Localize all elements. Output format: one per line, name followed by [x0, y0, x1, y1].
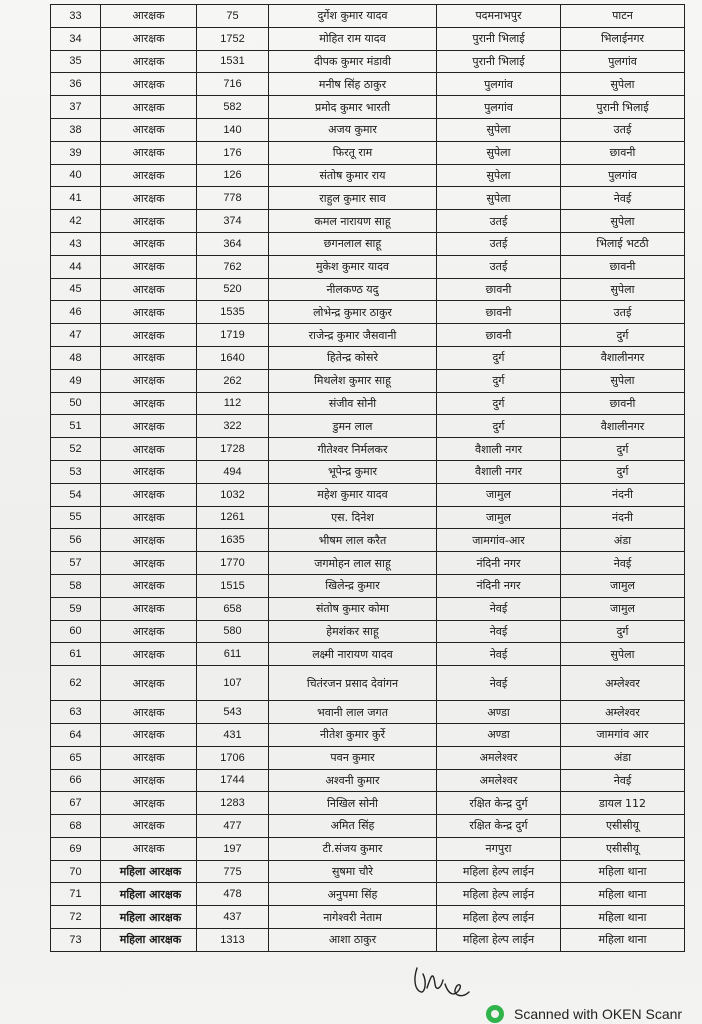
to-station-cell: जामुल	[561, 574, 685, 597]
from-station-cell: वैशाली नगर	[437, 460, 561, 483]
name-cell: फिरतू राम	[269, 141, 437, 164]
badge-number-cell: 762	[197, 255, 269, 278]
serial-number-cell: 49	[51, 369, 101, 392]
serial-number-cell: 55	[51, 506, 101, 529]
table-row	[51, 118, 685, 141]
badge-number-cell: 1313	[197, 929, 269, 952]
scanner-text: Scanned with OKEN Scanr	[514, 1006, 683, 1022]
badge-number-cell: 716	[197, 73, 269, 96]
rank-cell: आरक्षक	[101, 815, 197, 838]
serial-number-cell: 59	[51, 597, 101, 620]
serial-number-cell: 44	[51, 255, 101, 278]
rank-cell: आरक्षक	[101, 255, 197, 278]
rank-cell: आरक्षक	[101, 369, 197, 392]
name-cell: संजीव सोनी	[269, 392, 437, 415]
rank-cell: आरक्षक	[101, 392, 197, 415]
from-station-cell: नंदिनी नगर	[437, 574, 561, 597]
serial-number-cell: 67	[51, 792, 101, 815]
from-station-cell: रक्षित केन्द्र दुर्ग	[437, 815, 561, 838]
to-station-cell: जामुल	[561, 597, 685, 620]
from-station-cell: पुलगांव	[437, 73, 561, 96]
table-row	[51, 929, 685, 952]
serial-number-cell: 60	[51, 620, 101, 643]
table-row	[51, 438, 685, 461]
to-station-cell: भिलाईनगर	[561, 27, 685, 50]
badge-number-cell: 775	[197, 860, 269, 883]
from-station-cell: सुपेला	[437, 118, 561, 141]
from-station-cell: नेवई	[437, 643, 561, 666]
to-station-cell: पुलगांव	[561, 50, 685, 73]
table-row	[51, 529, 685, 552]
rank-cell: आरक्षक	[101, 415, 197, 438]
to-station-cell: महिला थाना	[561, 883, 685, 906]
table-row	[51, 666, 685, 701]
badge-number-cell: 1535	[197, 301, 269, 324]
badge-number-cell: 1744	[197, 769, 269, 792]
from-station-cell: छावनी	[437, 324, 561, 347]
badge-number-cell: 1531	[197, 50, 269, 73]
table-row	[51, 815, 685, 838]
from-station-cell: अमलेश्वर	[437, 769, 561, 792]
rank-cell: आरक्षक	[101, 164, 197, 187]
from-station-cell: जामुल	[437, 506, 561, 529]
to-station-cell: नंदनी	[561, 506, 685, 529]
to-station-cell: छावनी	[561, 392, 685, 415]
from-station-cell: महिला हेल्प लाईन	[437, 906, 561, 929]
name-cell: खिलेन्द्र कुमार	[269, 574, 437, 597]
name-cell: दुर्गेश कुमार यादव	[269, 5, 437, 28]
badge-number-cell: 1032	[197, 483, 269, 506]
table-row	[51, 643, 685, 666]
to-station-cell: महिला थाना	[561, 906, 685, 929]
badge-number-cell: 520	[197, 278, 269, 301]
to-station-cell: पुरानी भिलाई	[561, 96, 685, 119]
serial-number-cell: 62	[51, 666, 101, 701]
rank-cell: आरक्षक	[101, 5, 197, 28]
serial-number-cell: 43	[51, 232, 101, 255]
to-station-cell: नेवई	[561, 552, 685, 575]
to-station-cell: सुपेला	[561, 73, 685, 96]
badge-number-cell: 374	[197, 210, 269, 233]
serial-number-cell: 35	[51, 50, 101, 73]
badge-number-cell: 75	[197, 5, 269, 28]
name-cell: अश्वनी कुमार	[269, 769, 437, 792]
to-station-cell: अंडा	[561, 746, 685, 769]
from-station-cell: रक्षित केन्द्र दुर्ग	[437, 792, 561, 815]
from-station-cell: जामुल	[437, 483, 561, 506]
from-station-cell: सुपेला	[437, 187, 561, 210]
table-row	[51, 746, 685, 769]
from-station-cell: पुलगांव	[437, 96, 561, 119]
name-cell: पवन कुमार	[269, 746, 437, 769]
badge-number-cell: 1515	[197, 574, 269, 597]
name-cell: चितंरजन प्रसाद देवांगन	[269, 666, 437, 701]
from-station-cell: दुर्ग	[437, 392, 561, 415]
serial-number-cell: 41	[51, 187, 101, 210]
table-row	[51, 392, 685, 415]
badge-number-cell: 478	[197, 883, 269, 906]
to-station-cell: वैशालीनगर	[561, 415, 685, 438]
badge-number-cell: 1640	[197, 346, 269, 369]
from-station-cell: पुरानी भिलाई	[437, 50, 561, 73]
rank-cell: आरक्षक	[101, 620, 197, 643]
table-row	[51, 232, 685, 255]
name-cell: छगनलाल साहू	[269, 232, 437, 255]
name-cell: गीतेश्वर निर्मलकर	[269, 438, 437, 461]
to-station-cell: जामगांव आर	[561, 723, 685, 746]
from-station-cell: वैशाली नगर	[437, 438, 561, 461]
table-row	[51, 574, 685, 597]
to-station-cell: अम्लेश्वर	[561, 666, 685, 701]
to-station-cell: सुपेला	[561, 278, 685, 301]
serial-number-cell: 36	[51, 73, 101, 96]
table-row	[51, 369, 685, 392]
rank-cell: आरक्षक	[101, 746, 197, 769]
from-station-cell: महिला हेल्प लाईन	[437, 883, 561, 906]
serial-number-cell: 34	[51, 27, 101, 50]
from-station-cell: जामगांव-आर	[437, 529, 561, 552]
to-station-cell: दुर्ग	[561, 620, 685, 643]
from-station-cell: सुपेला	[437, 164, 561, 187]
name-cell: लक्ष्मी नारायण यादव	[269, 643, 437, 666]
to-station-cell: नेवई	[561, 769, 685, 792]
name-cell: निखिल सोनी	[269, 792, 437, 815]
badge-number-cell: 197	[197, 837, 269, 860]
badge-number-cell: 437	[197, 906, 269, 929]
rank-cell: आरक्षक	[101, 301, 197, 324]
to-station-cell: दुर्ग	[561, 324, 685, 347]
serial-number-cell: 57	[51, 552, 101, 575]
rank-cell: महिला आरक्षक	[101, 929, 197, 952]
table-row	[51, 50, 685, 73]
serial-number-cell: 48	[51, 346, 101, 369]
rank-cell: आरक्षक	[101, 529, 197, 552]
from-station-cell: सुपेला	[437, 141, 561, 164]
name-cell: राजेन्द्र कुमार जैसवानी	[269, 324, 437, 347]
name-cell: राहुल कुमार साव	[269, 187, 437, 210]
serial-number-cell: 39	[51, 141, 101, 164]
badge-number-cell: 126	[197, 164, 269, 187]
serial-number-cell: 46	[51, 301, 101, 324]
from-station-cell: नंदिनी नगर	[437, 552, 561, 575]
table-row	[51, 96, 685, 119]
name-cell: अजय कुमार	[269, 118, 437, 141]
name-cell: डुमन लाल	[269, 415, 437, 438]
table-row	[51, 415, 685, 438]
table-row	[51, 597, 685, 620]
from-station-cell: छावनी	[437, 301, 561, 324]
serial-number-cell: 63	[51, 701, 101, 724]
from-station-cell: नेवई	[437, 597, 561, 620]
table-row	[51, 701, 685, 724]
serial-number-cell: 38	[51, 118, 101, 141]
table-row	[51, 5, 685, 28]
badge-number-cell: 543	[197, 701, 269, 724]
serial-number-cell: 61	[51, 643, 101, 666]
badge-number-cell: 1261	[197, 506, 269, 529]
to-station-cell: अंडा	[561, 529, 685, 552]
badge-number-cell: 1752	[197, 27, 269, 50]
serial-number-cell: 69	[51, 837, 101, 860]
to-station-cell: छावनी	[561, 141, 685, 164]
to-station-cell: अम्लेश्वर	[561, 701, 685, 724]
badge-number-cell: 658	[197, 597, 269, 620]
table-row	[51, 73, 685, 96]
name-cell: मिथलेश कुमार साहू	[269, 369, 437, 392]
badge-number-cell: 140	[197, 118, 269, 141]
name-cell: अमित सिंह	[269, 815, 437, 838]
rank-cell: आरक्षक	[101, 792, 197, 815]
from-station-cell: अण्डा	[437, 723, 561, 746]
table-row	[51, 210, 685, 233]
badge-number-cell: 611	[197, 643, 269, 666]
from-station-cell: दुर्ग	[437, 415, 561, 438]
serial-number-cell: 33	[51, 5, 101, 28]
oken-logo-icon	[486, 1005, 504, 1023]
from-station-cell: उतई	[437, 210, 561, 233]
rank-cell: आरक्षक	[101, 232, 197, 255]
to-station-cell: उतई	[561, 301, 685, 324]
serial-number-cell: 53	[51, 460, 101, 483]
to-station-cell: सुपेला	[561, 369, 685, 392]
to-station-cell: एसीसीयू	[561, 837, 685, 860]
badge-number-cell: 1283	[197, 792, 269, 815]
name-cell: हितेन्द्र कोसरे	[269, 346, 437, 369]
name-cell: जगमोहन लाल साहू	[269, 552, 437, 575]
badge-number-cell: 1728	[197, 438, 269, 461]
serial-number-cell: 37	[51, 96, 101, 119]
name-cell: दीपक कुमार मंडावी	[269, 50, 437, 73]
rank-cell: आरक्षक	[101, 460, 197, 483]
table-row	[51, 346, 685, 369]
name-cell: कमल नारायण साहू	[269, 210, 437, 233]
rank-cell: आरक्षक	[101, 141, 197, 164]
from-station-cell: पदमनाभपुर	[437, 5, 561, 28]
name-cell: संतोष कुमार कोमा	[269, 597, 437, 620]
name-cell: सुषमा चौरे	[269, 860, 437, 883]
badge-number-cell: 1719	[197, 324, 269, 347]
name-cell: टी.संजय कुमार	[269, 837, 437, 860]
serial-number-cell: 70	[51, 860, 101, 883]
badge-number-cell: 778	[197, 187, 269, 210]
serial-number-cell: 58	[51, 574, 101, 597]
table-row	[51, 860, 685, 883]
from-station-cell: महिला हेल्प लाईन	[437, 860, 561, 883]
name-cell: नीतेश कुमार कुर्रे	[269, 723, 437, 746]
serial-number-cell: 52	[51, 438, 101, 461]
serial-number-cell: 56	[51, 529, 101, 552]
from-station-cell: दुर्ग	[437, 369, 561, 392]
badge-number-cell: 582	[197, 96, 269, 119]
to-station-cell: सुपेला	[561, 643, 685, 666]
from-station-cell: नगपुरा	[437, 837, 561, 860]
name-cell: आशा ठाकुर	[269, 929, 437, 952]
to-station-cell: डायल 112	[561, 792, 685, 815]
to-station-cell: उतई	[561, 118, 685, 141]
rank-cell: आरक्षक	[101, 552, 197, 575]
rank-cell: आरक्षक	[101, 278, 197, 301]
name-cell: नागेश्वरी नेताम	[269, 906, 437, 929]
handwritten-signature	[405, 962, 475, 1002]
serial-number-cell: 47	[51, 324, 101, 347]
name-cell: एस. दिनेश	[269, 506, 437, 529]
table-row	[51, 324, 685, 347]
serial-number-cell: 51	[51, 415, 101, 438]
badge-number-cell: 431	[197, 723, 269, 746]
serial-number-cell: 54	[51, 483, 101, 506]
serial-number-cell: 42	[51, 210, 101, 233]
name-cell: मनीष सिंह ठाकुर	[269, 73, 437, 96]
from-station-cell: नेवई	[437, 620, 561, 643]
table-row	[51, 278, 685, 301]
rank-cell: आरक्षक	[101, 769, 197, 792]
table-row	[51, 460, 685, 483]
name-cell: लोभेन्द्र कुमार ठाकुर	[269, 301, 437, 324]
name-cell: मुकेश कुमार यादव	[269, 255, 437, 278]
serial-number-cell: 45	[51, 278, 101, 301]
table-row	[51, 506, 685, 529]
table-row	[51, 164, 685, 187]
to-station-cell: सुपेला	[561, 210, 685, 233]
table-row	[51, 620, 685, 643]
table-row	[51, 141, 685, 164]
badge-number-cell: 262	[197, 369, 269, 392]
name-cell: प्रमोद कुमार भारती	[269, 96, 437, 119]
to-station-cell: पाटन	[561, 5, 685, 28]
table-row	[51, 723, 685, 746]
from-station-cell: महिला हेल्प लाईन	[437, 929, 561, 952]
rank-cell: आरक्षक	[101, 324, 197, 347]
table-body	[51, 5, 685, 952]
badge-number-cell: 494	[197, 460, 269, 483]
from-station-cell: अण्डा	[437, 701, 561, 724]
rank-cell: आरक्षक	[101, 506, 197, 529]
name-cell: नीलकण्ठ यदु	[269, 278, 437, 301]
serial-number-cell: 40	[51, 164, 101, 187]
table-row	[51, 906, 685, 929]
from-station-cell: नेवई	[437, 666, 561, 701]
to-station-cell: पुलगांव	[561, 164, 685, 187]
rank-cell: आरक्षक	[101, 837, 197, 860]
serial-number-cell: 71	[51, 883, 101, 906]
serial-number-cell: 65	[51, 746, 101, 769]
rank-cell: आरक्षक	[101, 96, 197, 119]
serial-number-cell: 68	[51, 815, 101, 838]
badge-number-cell: 1706	[197, 746, 269, 769]
badge-number-cell: 364	[197, 232, 269, 255]
table-row	[51, 883, 685, 906]
from-station-cell: दुर्ग	[437, 346, 561, 369]
badge-number-cell: 112	[197, 392, 269, 415]
rank-cell: आरक्षक	[101, 643, 197, 666]
table-row	[51, 27, 685, 50]
to-station-cell: दुर्ग	[561, 460, 685, 483]
table-row	[51, 792, 685, 815]
rank-cell: आरक्षक	[101, 27, 197, 50]
badge-number-cell: 322	[197, 415, 269, 438]
to-station-cell: नंदनी	[561, 483, 685, 506]
from-station-cell: उतई	[437, 255, 561, 278]
serial-number-cell: 50	[51, 392, 101, 415]
rank-cell: आरक्षक	[101, 73, 197, 96]
badge-number-cell: 1770	[197, 552, 269, 575]
name-cell: अनुपमा सिंह	[269, 883, 437, 906]
name-cell: भवानी लाल जगत	[269, 701, 437, 724]
rank-cell: महिला आरक्षक	[101, 860, 197, 883]
badge-number-cell: 176	[197, 141, 269, 164]
badge-number-cell: 477	[197, 815, 269, 838]
to-station-cell: एसीसीयू	[561, 815, 685, 838]
to-station-cell: वैशालीनगर	[561, 346, 685, 369]
name-cell: भूपेन्द्र कुमार	[269, 460, 437, 483]
rank-cell: आरक्षक	[101, 723, 197, 746]
table-row	[51, 187, 685, 210]
from-station-cell: अमलेश्वर	[437, 746, 561, 769]
rank-cell: महिला आरक्षक	[101, 906, 197, 929]
to-station-cell: नेवई	[561, 187, 685, 210]
from-station-cell: छावनी	[437, 278, 561, 301]
table-row	[51, 552, 685, 575]
serial-number-cell: 72	[51, 906, 101, 929]
serial-number-cell: 64	[51, 723, 101, 746]
rank-cell: आरक्षक	[101, 574, 197, 597]
serial-number-cell: 73	[51, 929, 101, 952]
name-cell: संतोष कुमार राय	[269, 164, 437, 187]
table-row	[51, 483, 685, 506]
scanner-watermark	[486, 1004, 682, 1024]
badge-number-cell: 580	[197, 620, 269, 643]
transfer-table	[50, 4, 685, 952]
rank-cell: आरक्षक	[101, 210, 197, 233]
badge-number-cell: 1635	[197, 529, 269, 552]
from-station-cell: उतई	[437, 232, 561, 255]
name-cell: हेमशंकर साहू	[269, 620, 437, 643]
rank-cell: आरक्षक	[101, 438, 197, 461]
rank-cell: महिला आरक्षक	[101, 883, 197, 906]
rank-cell: आरक्षक	[101, 597, 197, 620]
name-cell: महेश कुमार यादव	[269, 483, 437, 506]
rank-cell: आरक्षक	[101, 666, 197, 701]
rank-cell: आरक्षक	[101, 187, 197, 210]
to-station-cell: महिला थाना	[561, 860, 685, 883]
table-row	[51, 837, 685, 860]
rank-cell: आरक्षक	[101, 483, 197, 506]
rank-cell: आरक्षक	[101, 701, 197, 724]
badge-number-cell: 107	[197, 666, 269, 701]
from-station-cell: पुरानी भिलाई	[437, 27, 561, 50]
rank-cell: आरक्षक	[101, 346, 197, 369]
to-station-cell: भिलाई भटठी	[561, 232, 685, 255]
table-row	[51, 301, 685, 324]
table-row	[51, 255, 685, 278]
to-station-cell: दुर्ग	[561, 438, 685, 461]
to-station-cell: छावनी	[561, 255, 685, 278]
name-cell: भीषम लाल करैत	[269, 529, 437, 552]
serial-number-cell: 66	[51, 769, 101, 792]
rank-cell: आरक्षक	[101, 50, 197, 73]
table-row	[51, 769, 685, 792]
to-station-cell: महिला थाना	[561, 929, 685, 952]
name-cell: मोहित राम यादव	[269, 27, 437, 50]
rank-cell: आरक्षक	[101, 118, 197, 141]
